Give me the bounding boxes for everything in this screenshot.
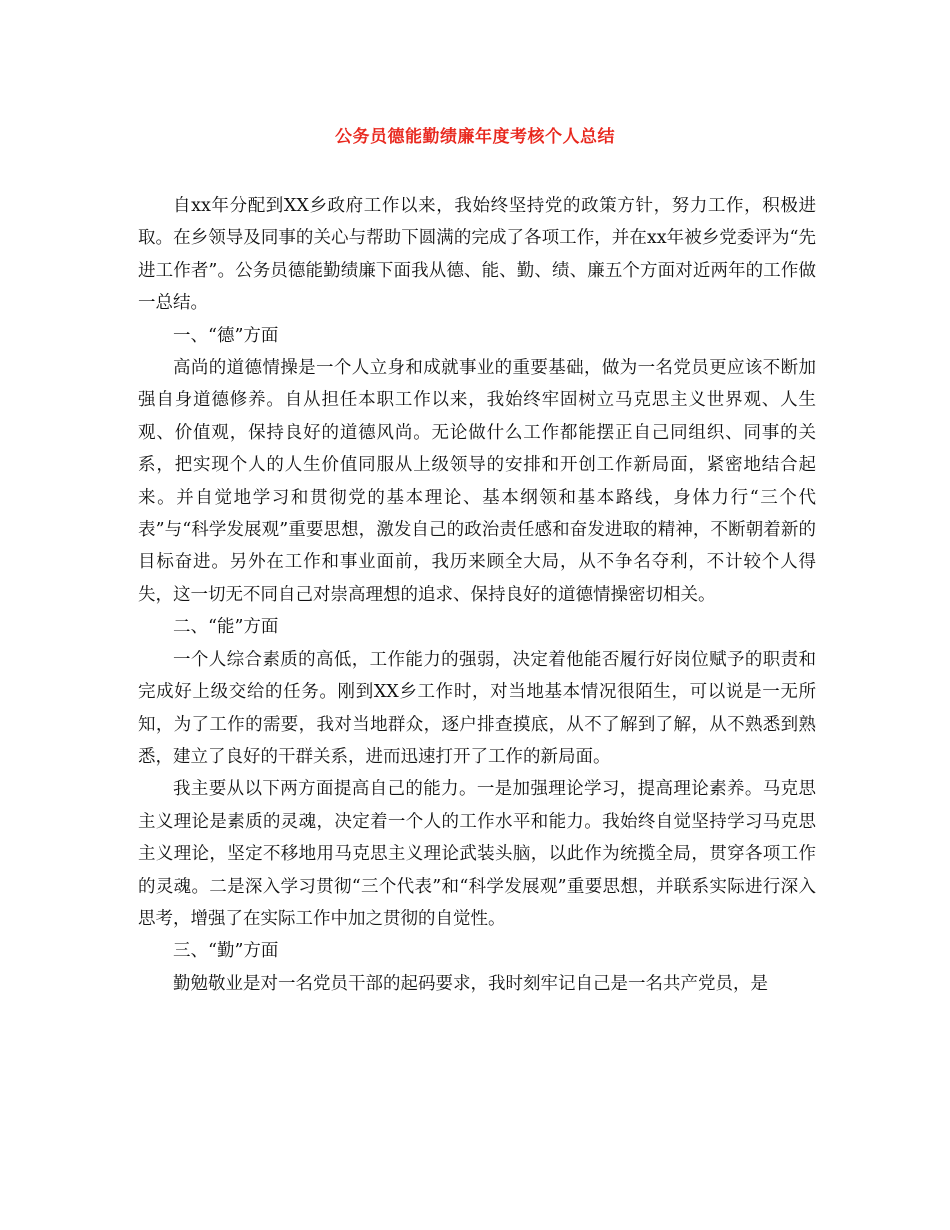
paragraph-intro: 自xx年分配到XX乡政府工作以来，我始终坚持党的政策方针，努力工作，积极进取。在乡领导及同事的关心与帮助下圆满的完成了各项工作，并在xx年被乡党委评为“先进工作者”。公务员德能勤绩廉下面我从德、能、勤、绩、廉五个方面对近两年的工作做一总结。 [138,196,816,314]
paragraph-neng-2: 我主要从以下两方面提高自己的能力。一是加强理论学习，提高理论素养。马克思主义理论是素质的灵魂，决定着一个人的工作水平和能力。我始终自觉坚持学习马克思主义理论，坚定不移地用马克思主义理论武装头脑，以此作为统揽全局，贯穿各项工作的灵魂。二是深入学习贯彻“三个代表”和“科学发展观”重要思想，并联系实际进行深入思考，增强了在实际工作中加之贯彻的自觉性。 [138,779,816,929]
paragraph-neng-1: 一个人综合素质的高低，工作能力的强弱，决定着他能否履行好岗位赋予的职责和完成好上级交给的任务。刚到XX乡工作时，对当地基本情况很陌生，可以说是一无所知，为了工作的需要，我对当地群众，逐户排查摸底，从不了解到了解，从不熟悉到熟悉，建立了良好的干群关系，进而迅速打开了工作的新局面。 [138,649,816,767]
page-title: 公务员德能勤绩廉年度考核个人总结 [335,127,615,147]
section-heading-neng: 二、“能”方面 [173,617,279,638]
section-heading-de: 一、“德”方面 [173,325,279,346]
document-body [138,190,816,1000]
paragraph-de: 高尚的道德情操是一个人立身和成就事业的重要基础，做为一名党员更应该不断加强自身道德修养。自从担任本职工作以来，我始终牢固树立马克思主义世界观、人生观、价值观，保持良好的道德风尚。无论做什么工作都能摆正自己同组织、同事的关系，把实现个人的人生价值同服从上级领导的安排和开创工作新局面，紧密地结合起来。并自觉地学习和贯彻党的基本理论、基本纲领和基本路线，身体力行“三个代表”与“科学发展观”重要思想，激发自己的政治责任感和奋发进取的精神，不断朝着新的目标奋进。另外在工作和事业面前，我历来顾全大局，从不争名夺利，不计较个人得失，这一切无不同自己对崇高理想的追求、保持良好的道德情操密切相关。 [138,358,816,605]
section-heading-qin: 三、“勤”方面 [173,941,279,962]
paragraph-qin: 勤勉敬业是对一名党员干部的起码要求，我时刻牢记自己是一名共产党员，是 [173,973,768,994]
